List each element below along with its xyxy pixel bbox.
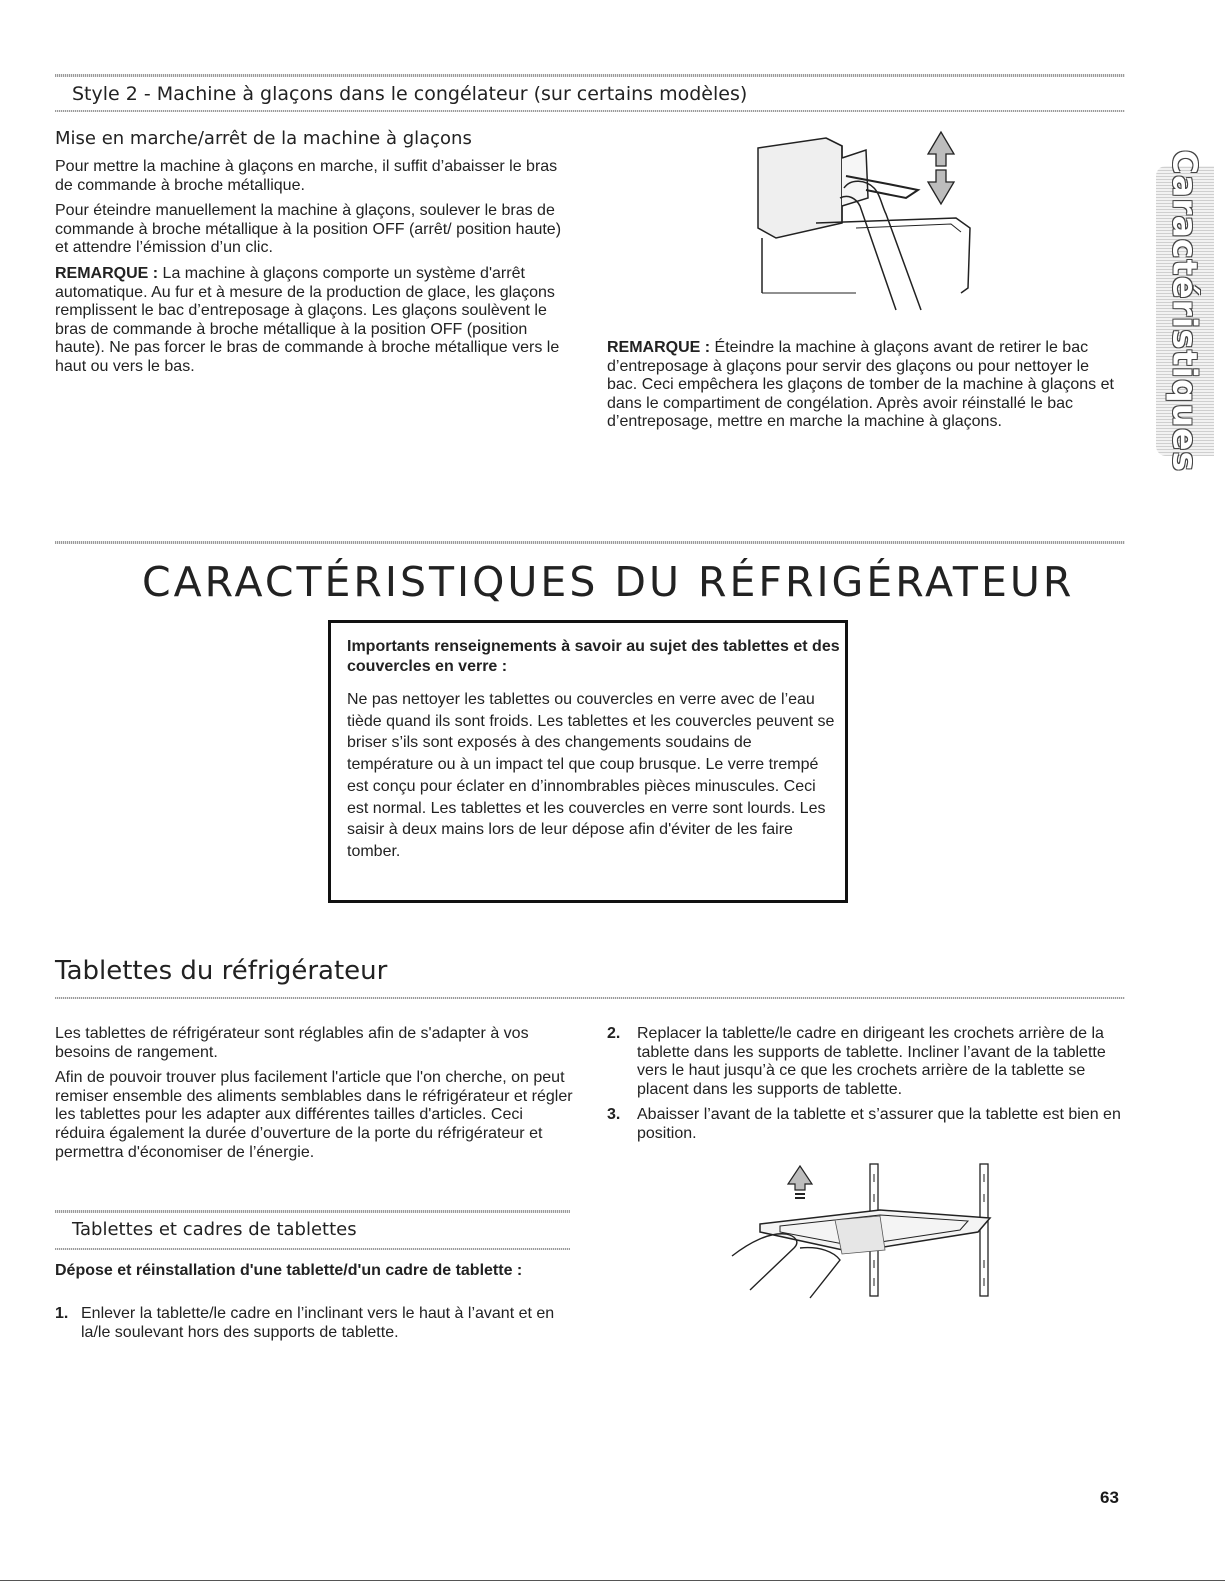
step-3-number: 3. [607, 1106, 621, 1124]
shelves-right-column [607, 1025, 1122, 1144]
side-section-tab [1156, 149, 1214, 473]
shelves-subheading: Tablettes et cadres de tablettes [72, 1219, 357, 1240]
glass-box-text: Ne pas nettoyer les tablettes ou couvercles en verre avec de l’eau tiède quand ils sont froids. Les tablettes et les couvercles peuvent se briser s’ils sont exposés à des changements soudains de température ou à un impact tel que coup brusque. Le verre trempé est conçu pour éclater en d’innombrables pièces minuscules. Ceci est normal. Les tablettes et les couvercles en verre sont lourds. Les saisir à deux mains lors de leur dépose afin d'éviter de les faire tomber. [347, 691, 835, 860]
step-2 [607, 1025, 1122, 1099]
step-1-number: 1. [55, 1305, 69, 1322]
ice-note-label: REMARQUE : [55, 264, 159, 282]
style-title: Style 2 - Machine à glaçons dans le congélateur (sur certains modèles) [72, 83, 748, 105]
up-arrow-icon [928, 132, 954, 166]
shelves-title: Tablettes du réfrigérateur [55, 956, 388, 986]
shelf-illustration [730, 1160, 1000, 1300]
ice-left-column [55, 158, 573, 384]
step-2-text: Replacer la tablette/le cadre en dirigeant les crochets arrière de la tablette dans les supports de tablette. Incliner l’avant de la tablette vers le haut jusqu’à ce que les crochets arrière de la tablette se placent dans les supports de tablette. [637, 1025, 1106, 1098]
step-1-text: Enlever la tablette/le cadre en l’inclinant vers le haut à l’avant et en la/le soulevant hors des supports de tablette. [81, 1305, 555, 1341]
lift-arrow-icon [788, 1166, 812, 1198]
step-1 [55, 1305, 575, 1342]
ice-section-heading: Mise en marche/arrêt de la machine à glaçons [55, 128, 472, 149]
step-3 [607, 1106, 1122, 1143]
shelves-para-1: Les tablettes de réfrigérateur sont réglables afin de s'adapter à vos besoins de rangement. [55, 1025, 529, 1061]
ice-right-note [607, 339, 1119, 439]
ice-maker-illustration [756, 128, 976, 318]
header-bottom-rule [55, 110, 1125, 112]
subsection-top-rule [55, 1210, 570, 1213]
down-arrow-icon [928, 170, 954, 204]
page-number: 63 [1100, 1488, 1119, 1507]
step-2-number: 2. [607, 1025, 621, 1042]
ice-para-2: Pour éteindre manuellement la machine à glaçons, soulever le bras de commande à broche métallique à la position OFF (arrêt/ position haute) et attendre l’émission d’un clic. [55, 202, 562, 257]
ice-note [55, 265, 573, 377]
step-3-text: Abaisser l’avant de la tablette et s’assurer que la tablette est bien en position. [637, 1106, 1121, 1142]
glass-box-heading: Importants renseignements à savoir au sujet des tablettes et des couvercles en verre : [347, 638, 840, 675]
shelves-para-2: Afin de pouvoir trouver plus facilement l'article que l'on cherche, on peut remiser ensemble des aliments semblables dans le réfrigérateur et régler les tablettes pour les adapter aux différentes tailles d'articles. Ceci réduira également la durée d’ouverture de la porte du réfrigérateur et permettra d'économiser de l’énergie. [55, 1069, 573, 1161]
side-tab-label: Caractéristiques [1165, 149, 1205, 473]
page-bottom-rule [0, 1580, 1225, 1581]
page-title-rule [55, 541, 1125, 544]
ice-para-1: Pour mettre la machine à glaçons en marche, il suffit d’abaisser le bras de commande à broche métallique. [55, 158, 558, 194]
ice-note2-label: REMARQUE : [607, 339, 711, 356]
shelves-left-column [55, 1025, 573, 1169]
header-top-rule [55, 74, 1125, 77]
ice-note2-text: Éteindre la machine à glaçons avant de retirer le bac d’entreposage à glaçons pour servir des glaçons ou pour nettoyer le bac. Ceci empêchera les glaçons de tomber de la machine à glaçons et dans le compartiment de congélation. Après avoir réinstallé le bac d’entreposage, mettre en marche la machine à glaçons. [607, 339, 1114, 431]
subsection-bottom-rule [55, 1248, 570, 1250]
shelves-title-rule [55, 997, 1125, 999]
glass-warning-box [328, 620, 848, 903]
procedure-heading: Dépose et réinstallation d'une tablette/d'un cadre de tablette : [55, 1262, 523, 1279]
ice-note-2 [607, 339, 1119, 432]
ice-note-text: La machine à glaçons comporte un système d'arrêt automatique. Au fur et à mesure de la production de glace, les glaçons remplissent le bac d’entreposage à glaçons. Les glaçons soulèvent le bras de commande à broche métallique à la position OFF (position haute). Ne pas forcer le bras de commande à broche métallique vers le haut ou vers le bas. [55, 264, 560, 375]
page-title: CARACTÉRISTIQUES DU RÉFRIGÉRATEUR [142, 558, 1075, 606]
